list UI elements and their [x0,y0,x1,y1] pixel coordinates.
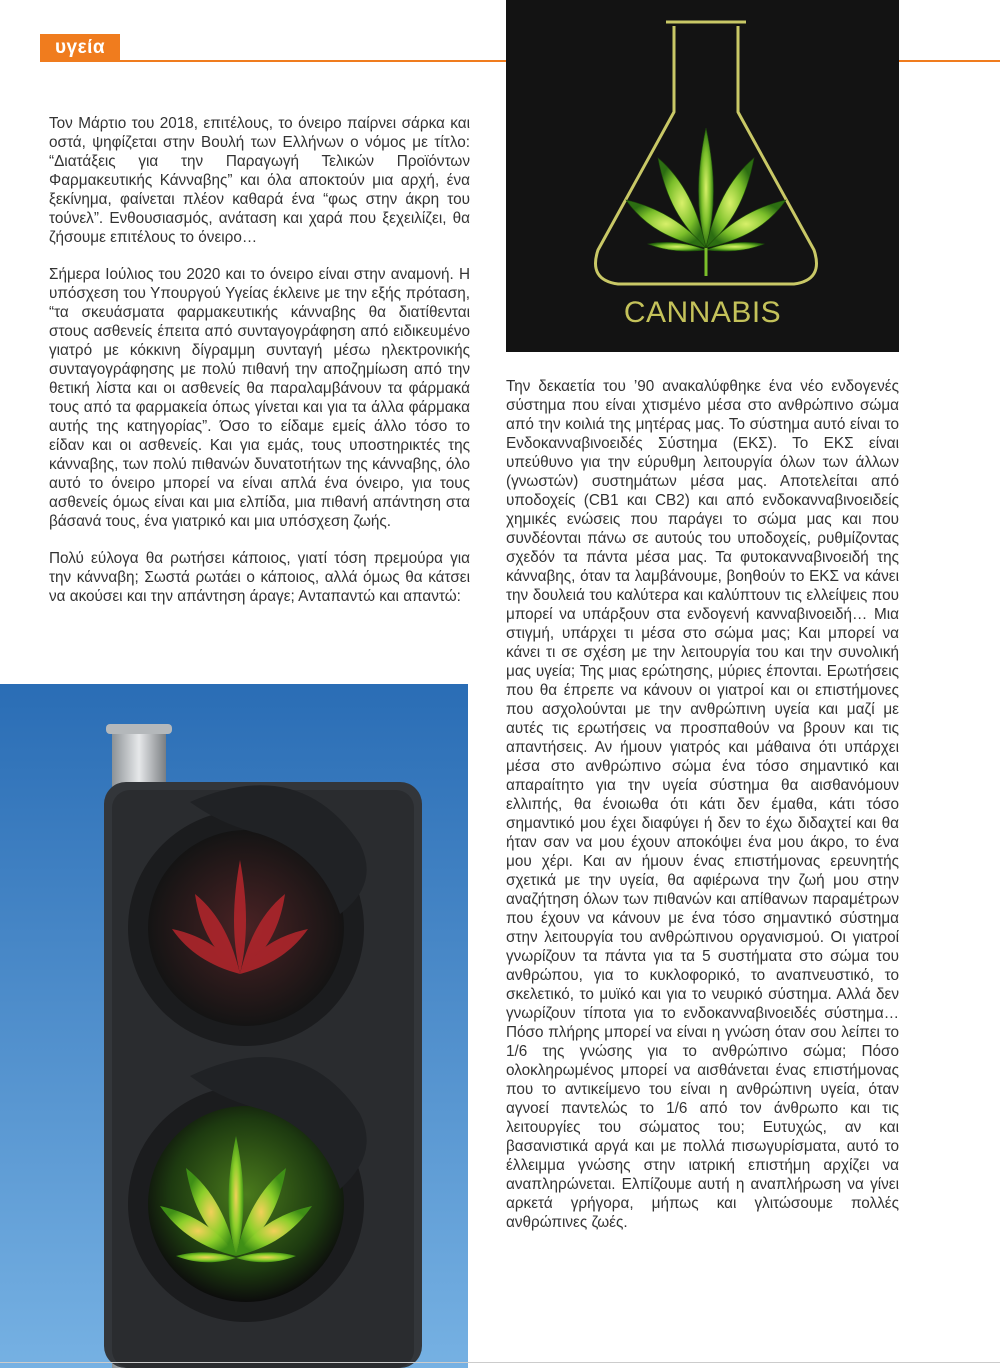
flask-caption: CANNABIS [623,296,782,329]
traffic-light-icon [0,684,468,1368]
paragraph: Σήμερα Ιούλιος του 2020 και το όνειρο είναι στην αναμονή. Η υπόσχεση του Υπουργού Υγείας έκλεινε με την εξής πρόταση, “τα σκευάσματα φαρμακευτικής κάνναβης θα διατίθενται στους ασθενείς έπειτα από συνταγογράφηση από ειδικευμένο γιατρό με κόκκινη δίγραμμη συνταγή μέσω ηλεκτρονικής συνταγογράφησης με πολύ πιθανή την αποζημίωση από την θετική λίστα και οι ασθενείς θα παραλαμβάνουν τα φάρμακά τους από τα φαρμακεία όπως γίνεται και για τα άλλα φάρμακα αυτής της κατηγορίας”. Όσο το είδαμε εμείς άλλο τόσο το είδαν και οι ασθενείς. Και για εμάς, τους υποστηρικτές της κάνναβης, των πολύ πιθανών δυνατοτήτων της κάνναβης, όλο αυτό το όνειρο μπορεί να είναι απλά ένα όνειρο, για τους ασθενείς όμως είναι και μια ελπίδα, μια πιθανή απάντηση στα βάσανά τους, ένα γιατρικό και μια υπόσχεση ζωής. [49,266,470,530]
header-rule-right [899,60,1000,62]
article-left-column [49,114,470,624]
traffic-light-photo [0,684,468,1368]
paragraph: Πολύ εύλογα θα ρωτήσει κάποιος, γιατί τόση πρεμούρα για την κάνναβη; Σωστά ρωτάει ο κάποιος, αλλά όμως θα κάτσει να ακούσει και την απάντηση άραγε; Ανταπαντώ και απαντώ: [49,550,470,605]
paragraph: Την δεκαετία του ’90 ανακαλύφθηκε ένα νέο ενδογενές σύστημα που είναι χτισμένο μέσα στο ανθρώπινο σώμα από την κοιλιά της μητέρας μας. Το σύστημα αυτό είναι το Ενδοκανναβινοειδές Σύστημα (ΕΚΣ). Το ΕΚΣ είναι υπεύθυνο για την εύρυθμη λειτουργία όλων των άλλων (γνωστών) συστημάτων μέσα μας. Αποτελείται από υποδοχείς (CB1 και CB2) και από ενδοκανναβινοειδείς χημικές ενώσεις που παράγει το σώμα μας και που συνδέονται πάνω σε αυτούς του υποδοχείς, ρυθμίζοντας σχεδόν τα πάντα μέσα μας. Τα φυτοκανναβινοειδή της κάνναβης, όταν τα λαμβάνουμε, βοηθούν το ΕΚΣ να κάνει την δουλειά του καλύτερα και καλύπτουν τις ελλείψεις που μπορεί να υπάρξουν στα ενδογενή κανναβινοειδή… Μια στιγμή, υπάρχει τι μέσα στο σώμα μας; Και μπορεί να κάνει τι σε σχέση με την λειτουργία του και την συνολική μας υγεία; Της μιας ερώτησης, μύριες έπονται. Ερωτήσεις που θα έπρεπε να κάνουν οι γιατροί και οι επιστήμονες που ασχολούνται με την ανθρώπινη υγεία και μαζί με αυτές τις ερωτήσεις να προσπαθούν να βρουν και τις απαντήσεις. Αν ήμουν γιατρός και μάθαινα ότι υπάρχει μέσα στο ανθρώπινο σώμα ένα τόσο σημαντικό και απαραίτητο για την υγεία σύστημα θα αισθανόμουν ελλιπής, θα ένοιωθα ότι κάτι δεν έμαθα, κάτι τόσο σημαντικό μου έχει διαφύγει ή δεν το έχω διδαχτεί και θα ήταν σαν να μου έχουν αποκόψει ένα μου άκρο, το ένα μου χέρι. Και αν ήμουν ένας επιστήμονας ερευνητής σχετικά με την υγεία, θα αφιέρωνα την ζωή μου στην αναζήτηση όλων των πιθανών και απίθανων παραμέτρων που έχουν να κάνουν με ένα τόσο σημαντικό σύστημα στην λειτουργία του ανθρώπινου οργανισμού. Οι γιατροί γνωρίζουν τα πάντα για τα 5 συστήματα στο σώμα του ανθρώπου, για το κυκλοφορικό, το αναπνευστικό, το σκελετικό, το μυϊκό και για το νευρικό σύστημα. Αλλά δεν γνωρίζουν τίποτα για το ενδοκανναβινοειδές σύστημα… Πόσο πλήρης μπορεί να είναι η γνώση όταν σου λείπει το 1/6 της γνώσης για το ανθρώπινο σώμα; Πόσο ολοκληρωμένος μπορεί να αισθάνεται ένας επιστήμονας που το αντικείμενο του είναι η ανθρώπινη υγεία, όταν αγνοεί παντελώς το 1/6 από τον άνθρωπο και τις λειτουργίες του σώματος του; Ευτυχώς, αν και βασανιστικά αργά και με πολλά πισωγυρίσματα, αυτό το έλλειμμα γνώσης στην ιατρική επιστήμη αρχίζει να αναπληρώνεται. Ελπίζουμε αυτή η αναπλήρωση να γίνει αρκετά γρήγορα, μήπως και γλιτώσουμε πολλές ανθρώπινες ζωές. [506,378,899,1231]
page-bottom-rule [0,1362,1000,1363]
section-label: υγεία [40,34,120,62]
article-right-column [506,377,899,1250]
header-rule-left [120,60,506,62]
cannabis-flask-illustration [506,0,899,352]
paragraph: Τον Μάρτιο του 2018, επιτέλους, το όνειρο παίρνει σάρκα και οστά, ψηφίζεται στην Βουλή των Ελλήνων ο νόμος με τίτλο: “Διατάξεις για την Παραγωγή Τελικών Προϊόντων Φαρμακευτικής Κάνναβης” και όλα αποκτούν μια αρχή, ένα ξεκίνημα, φαίνεται πλέον καθαρά ένα “φως στην άκρη του τούνελ”. Ενθουσιασμός, ανάταση και χαρά που ξεχειλίζει, θα ζήσουμε επιτέλους το όνειρο… [49,115,470,246]
